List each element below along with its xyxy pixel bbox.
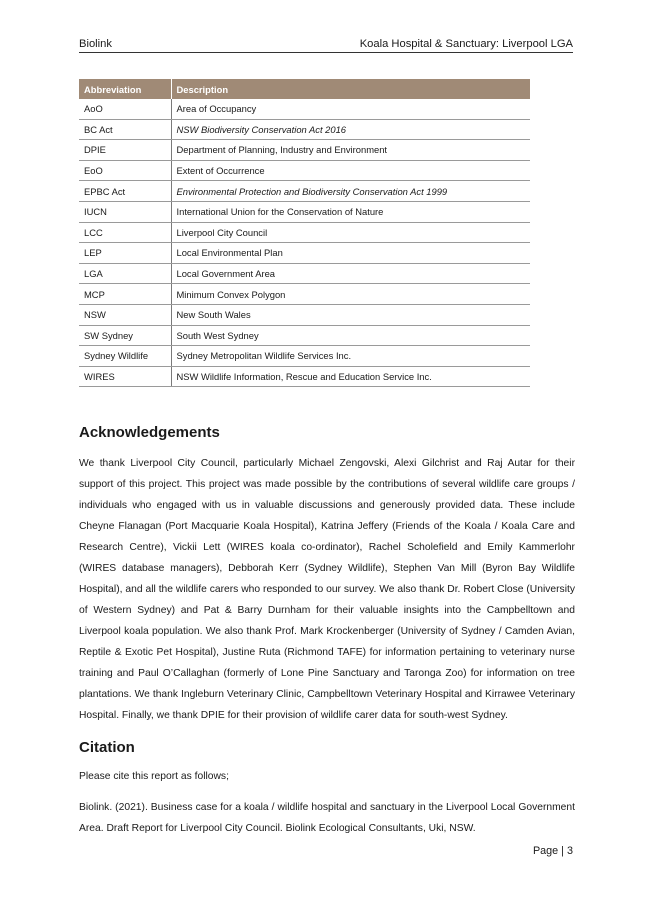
abbreviation-cell: LEP <box>79 243 171 264</box>
description-cell: Department of Planning, Industry and Environment <box>171 140 530 161</box>
description-cell: South West Sydney <box>171 325 530 346</box>
acknowledgements-text: We thank Liverpool City Council, particularly Michael Zengovski, Alexi Gilchrist and Raj Autar for their support of this project. This project was made possible by the contributions of several wildlife care groups / individuals who engaged with us in valuable discussions and generously provided data. These include Cheyne Flanagan (Port Macquarie Koala Hospital), Katrina Jeffery (Friends of the Koala / Koala Care and Research Centre), Vickii Lett (WIRES koala co-ordinator), Rachel Scholefield and Emily Kammerlohr (WIRES database managers), Debborah Kerr (Sydney Wildlife), Stephen Van Mill (Byron Bay Wildlife Hospital), and all the wildlife carers who responded to our survey. We also thank Dr. Robert Close (University of Western Sydney) and Pat & Barry Durnham for their valuable insights into the Campbelltown and Liverpool koala population. We also thank Prof. Mark Krockenberger (University of Sydney / Camden Avian, Reptile & Exotic Pet Hospital), Justine Ruta (Richmond TAFE) for information pertaining to veterinary nurse training and Paul O’Callaghan (formerly of Lone Pine Sanctuary and Taronga Zoo) for information on tree plantations. We thank Ingleburn Veterinary Clinic, Campbelltown Veterinary Hospital and Kirrawee Veterinary Hospital. Finally, we thank DPIE for their provision of wildlife carer data for south-west Sydney. <box>79 458 575 721</box>
table-row <box>79 304 530 325</box>
header-report-title: Koala Hospital & Sanctuary: Liverpool LGA <box>359 38 573 50</box>
abbreviation-cell: LGA <box>79 263 171 284</box>
description-cell: Extent of Occurrence <box>171 160 530 181</box>
table-row <box>79 346 530 367</box>
column-header-abbreviation: Abbreviation <box>79 79 171 99</box>
abbreviation-cell: Sydney Wildlife <box>79 346 171 367</box>
abbreviation-cell: MCP <box>79 284 171 305</box>
abbreviation-cell: WIRES <box>79 366 171 387</box>
table-row <box>79 119 530 140</box>
table-row <box>79 325 530 346</box>
table-row <box>79 263 530 284</box>
citation-heading: Citation <box>79 739 135 756</box>
table-row <box>79 366 530 387</box>
abbreviation-cell: AoO <box>79 99 171 119</box>
table-body <box>79 99 530 387</box>
table-row <box>79 99 530 119</box>
abbreviations-table <box>79 79 530 387</box>
abbreviation-cell: LCC <box>79 222 171 243</box>
table-row <box>79 243 530 264</box>
description-cell: Area of Occupancy <box>171 99 530 119</box>
table-row <box>79 201 530 222</box>
description-cell: Sydney Metropolitan Wildlife Services Inc. <box>171 346 530 367</box>
table-row <box>79 160 530 181</box>
page-header <box>79 37 573 53</box>
description-cell: Minimum Convex Polygon <box>171 284 530 305</box>
abbreviation-cell: SW Sydney <box>79 325 171 346</box>
table-row <box>79 140 530 161</box>
description-cell: NSW Wildlife Information, Rescue and Education Service Inc. <box>171 366 530 387</box>
description-cell: Local Environmental Plan <box>171 243 530 264</box>
description-cell: Local Government Area <box>171 263 530 284</box>
table-row <box>79 284 530 305</box>
table-header-row <box>79 79 530 99</box>
page-number: Page | 3 <box>532 845 573 857</box>
table-row <box>79 181 530 202</box>
description-cell: New South Wales <box>171 304 530 325</box>
citation-intro: Please cite this report as follows; <box>79 771 229 782</box>
abbreviation-cell: EoO <box>79 160 171 181</box>
description-cell: International Union for the Conservation of Nature <box>171 201 530 222</box>
abbreviation-cell: EPBC Act <box>79 181 171 202</box>
abbreviation-cell: DPIE <box>79 140 171 161</box>
abbreviation-cell: IUCN <box>79 201 171 222</box>
table-row <box>79 222 530 243</box>
column-header-description: Description <box>171 79 530 99</box>
description-cell: Liverpool City Council <box>171 222 530 243</box>
header-org: Biolink <box>79 38 112 50</box>
acknowledgements-heading: Acknowledgements <box>79 424 220 441</box>
abbreviation-cell: BC Act <box>79 119 171 140</box>
description-cell: NSW Biodiversity Conservation Act 2016 <box>171 119 530 140</box>
citation-reference: Biolink. (2021). Business case for a koala / wildlife hospital and sanctuary in the Liverpool Local Government Area. Draft Report for Liverpool City Council. Biolink Ecological Consultants, Uki, NSW. <box>79 802 575 834</box>
abbreviation-cell: NSW <box>79 304 171 325</box>
description-cell: Environmental Protection and Biodiversity Conservation Act 1999 <box>171 181 530 202</box>
